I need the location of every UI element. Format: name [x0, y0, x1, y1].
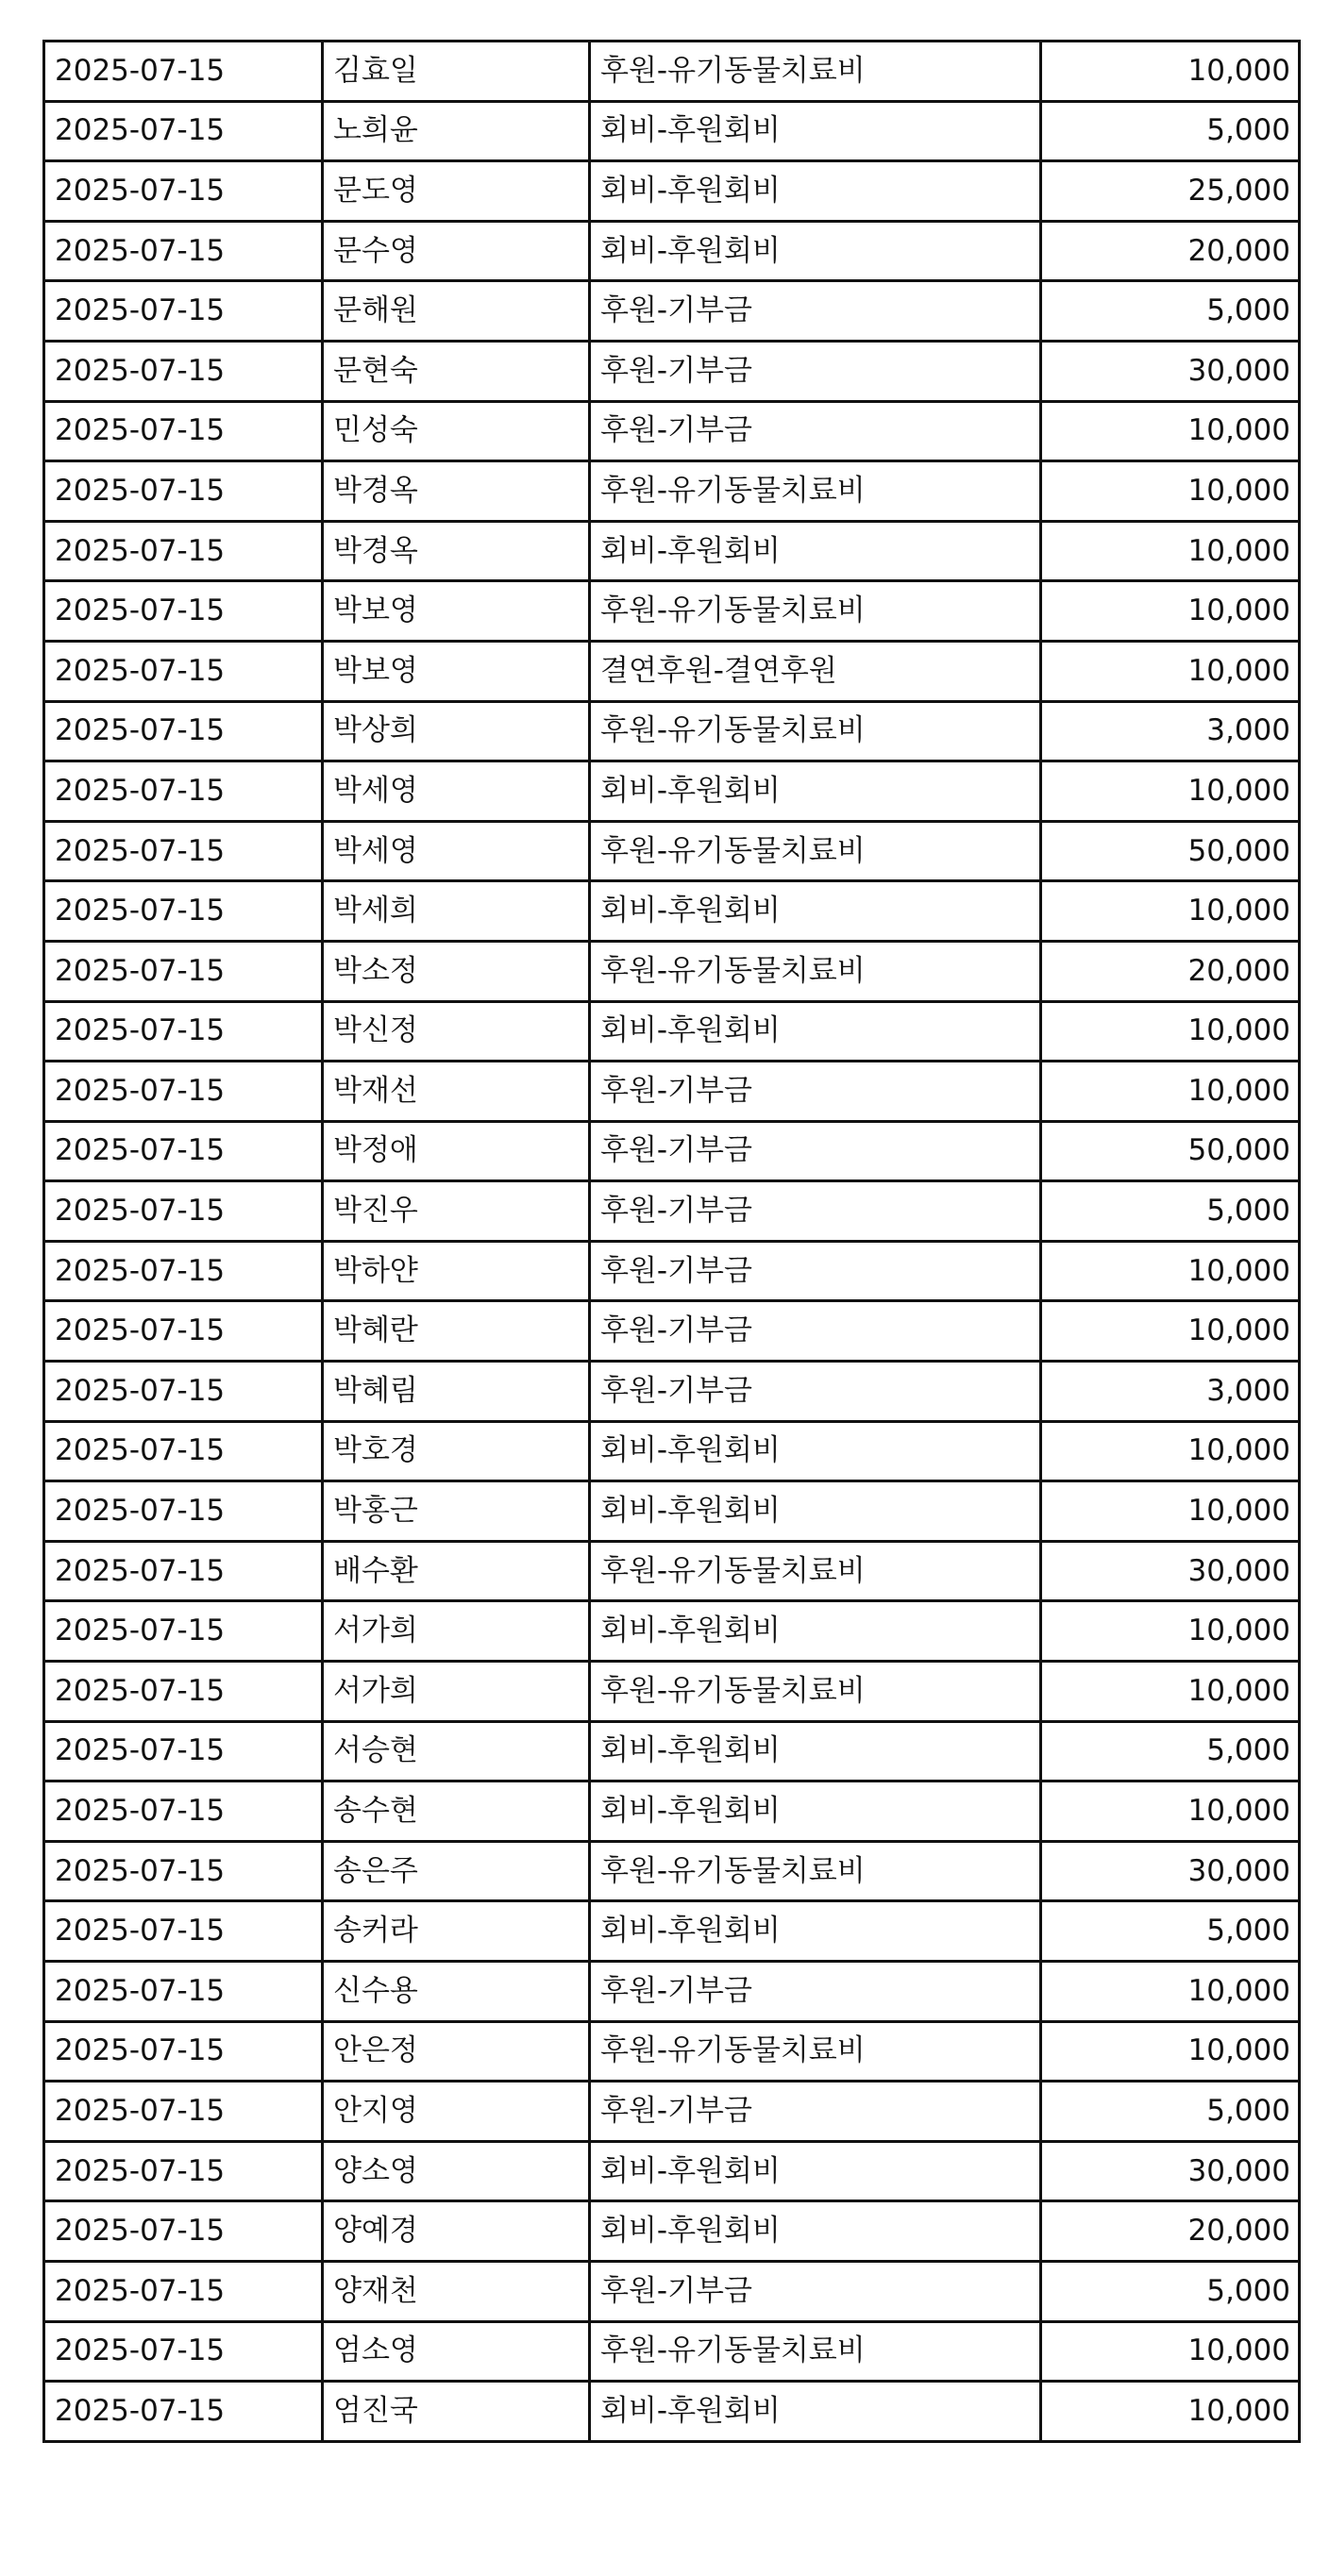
date-cell: 2025-07-15 [44, 821, 323, 881]
table-row [44, 2082, 1300, 2142]
table-row [44, 221, 1300, 281]
donor-name-cell: 박혜란 [323, 1301, 590, 1362]
category-cell: 후원-기부금 [590, 2082, 1041, 2142]
table-row [44, 2382, 1300, 2442]
category-cell: 후원-유기동물치료비 [590, 821, 1041, 881]
donor-name-cell: 박보영 [323, 641, 590, 701]
category-cell: 후원-유기동물치료비 [590, 701, 1041, 761]
donor-name-cell: 송은주 [323, 1841, 590, 1901]
donor-name-cell: 문해원 [323, 281, 590, 342]
table-row [44, 1362, 1300, 1422]
table-row [44, 1662, 1300, 1722]
donor-name-cell: 박진우 [323, 1181, 590, 1242]
donor-name-cell: 서승현 [323, 1721, 590, 1781]
date-cell: 2025-07-15 [44, 101, 323, 161]
donor-name-cell: 박하얀 [323, 1241, 590, 1301]
category-cell: 회비-후원회비 [590, 2141, 1041, 2201]
table-row [44, 1181, 1300, 1242]
category-cell: 후원-기부금 [590, 341, 1041, 401]
amount-cell: 5,000 [1041, 1721, 1300, 1781]
amount-cell: 10,000 [1041, 1241, 1300, 1301]
date-cell: 2025-07-15 [44, 1062, 323, 1122]
table-row [44, 161, 1300, 222]
category-cell: 후원-유기동물치료비 [590, 1841, 1041, 1901]
table-row [44, 1421, 1300, 1481]
category-cell: 회비-후원회비 [590, 881, 1041, 942]
table-row [44, 1901, 1300, 1962]
donor-name-cell: 박경옥 [323, 461, 590, 522]
amount-cell: 10,000 [1041, 1001, 1300, 1062]
category-cell: 결연후원-결연후원 [590, 641, 1041, 701]
date-cell: 2025-07-15 [44, 1121, 323, 1181]
date-cell: 2025-07-15 [44, 2261, 323, 2321]
amount-cell: 5,000 [1041, 1181, 1300, 1242]
category-cell: 후원-유기동물치료비 [590, 581, 1041, 642]
category-cell: 후원-기부금 [590, 1241, 1041, 1301]
table-row [44, 101, 1300, 161]
table-row [44, 401, 1300, 461]
date-cell: 2025-07-15 [44, 1781, 323, 1842]
date-cell: 2025-07-15 [44, 941, 323, 1001]
amount-cell: 10,000 [1041, 401, 1300, 461]
donor-name-cell: 박소정 [323, 941, 590, 1001]
category-cell: 후원-유기동물치료비 [590, 461, 1041, 522]
date-cell: 2025-07-15 [44, 161, 323, 222]
category-cell: 후원-유기동물치료비 [590, 1662, 1041, 1722]
category-cell: 회비-후원회비 [590, 761, 1041, 822]
table-row [44, 1062, 1300, 1122]
category-cell: 후원-기부금 [590, 1362, 1041, 1422]
donor-name-cell: 박혜림 [323, 1362, 590, 1422]
date-cell: 2025-07-15 [44, 461, 323, 522]
table-row [44, 1841, 1300, 1901]
table-row [44, 2141, 1300, 2201]
donor-name-cell: 엄진국 [323, 2382, 590, 2442]
table-row [44, 701, 1300, 761]
date-cell: 2025-07-15 [44, 1662, 323, 1722]
table-row [44, 521, 1300, 581]
table-row [44, 281, 1300, 342]
donor-name-cell: 박홍근 [323, 1481, 590, 1542]
table-row [44, 1781, 1300, 1842]
date-cell: 2025-07-15 [44, 1301, 323, 1362]
date-cell: 2025-07-15 [44, 1421, 323, 1481]
category-cell: 회비-후원회비 [590, 1421, 1041, 1481]
donor-name-cell: 박보영 [323, 581, 590, 642]
category-cell: 회비-후원회비 [590, 221, 1041, 281]
donor-name-cell: 김효일 [323, 42, 590, 102]
date-cell: 2025-07-15 [44, 341, 323, 401]
table-row [44, 1241, 1300, 1301]
table-row [44, 821, 1300, 881]
date-cell: 2025-07-15 [44, 521, 323, 581]
amount-cell: 10,000 [1041, 2021, 1300, 2082]
amount-cell: 20,000 [1041, 941, 1300, 1001]
amount-cell: 10,000 [1041, 1662, 1300, 1722]
date-cell: 2025-07-15 [44, 1181, 323, 1242]
donor-name-cell: 양예경 [323, 2201, 590, 2262]
amount-cell: 5,000 [1041, 281, 1300, 342]
amount-cell: 3,000 [1041, 701, 1300, 761]
amount-cell: 10,000 [1041, 1481, 1300, 1542]
donor-name-cell: 안은정 [323, 2021, 590, 2082]
donor-name-cell: 문현숙 [323, 341, 590, 401]
date-cell: 2025-07-15 [44, 701, 323, 761]
amount-cell: 5,000 [1041, 1901, 1300, 1962]
donor-name-cell: 양재천 [323, 2261, 590, 2321]
donor-name-cell: 박호경 [323, 1421, 590, 1481]
donor-name-cell: 송수현 [323, 1781, 590, 1842]
category-cell: 후원-기부금 [590, 1962, 1041, 2022]
amount-cell: 5,000 [1041, 101, 1300, 161]
donation-ledger-table [42, 40, 1301, 2443]
table-row [44, 1121, 1300, 1181]
amount-cell: 3,000 [1041, 1362, 1300, 1422]
table-row [44, 1541, 1300, 1601]
amount-cell: 50,000 [1041, 1121, 1300, 1181]
date-cell: 2025-07-15 [44, 1001, 323, 1062]
date-cell: 2025-07-15 [44, 1721, 323, 1781]
amount-cell: 10,000 [1041, 761, 1300, 822]
ledger-body [44, 42, 1300, 2442]
donor-name-cell: 양소영 [323, 2141, 590, 2201]
date-cell: 2025-07-15 [44, 2201, 323, 2262]
table-row [44, 2021, 1300, 2082]
donor-name-cell: 박세영 [323, 761, 590, 822]
date-cell: 2025-07-15 [44, 2321, 323, 2382]
category-cell: 회비-후원회비 [590, 1001, 1041, 1062]
table-row [44, 2321, 1300, 2382]
category-cell: 후원-유기동물치료비 [590, 2021, 1041, 2082]
amount-cell: 30,000 [1041, 1841, 1300, 1901]
date-cell: 2025-07-15 [44, 1962, 323, 2022]
category-cell: 후원-유기동물치료비 [590, 42, 1041, 102]
donor-name-cell: 박세희 [323, 881, 590, 942]
table-row [44, 42, 1300, 102]
category-cell: 후원-기부금 [590, 1062, 1041, 1122]
category-cell: 후원-기부금 [590, 1121, 1041, 1181]
date-cell: 2025-07-15 [44, 581, 323, 642]
donor-name-cell: 박세영 [323, 821, 590, 881]
table-row [44, 1481, 1300, 1542]
amount-cell: 10,000 [1041, 1062, 1300, 1122]
amount-cell: 10,000 [1041, 581, 1300, 642]
table-row [44, 2261, 1300, 2321]
category-cell: 후원-유기동물치료비 [590, 941, 1041, 1001]
donor-name-cell: 박신정 [323, 1001, 590, 1062]
date-cell: 2025-07-15 [44, 2082, 323, 2142]
date-cell: 2025-07-15 [44, 1601, 323, 1662]
amount-cell: 20,000 [1041, 221, 1300, 281]
amount-cell: 30,000 [1041, 1541, 1300, 1601]
category-cell: 후원-기부금 [590, 281, 1041, 342]
table-row [44, 2201, 1300, 2262]
amount-cell: 10,000 [1041, 2382, 1300, 2442]
category-cell: 회비-후원회비 [590, 2201, 1041, 2262]
table-row [44, 461, 1300, 522]
donor-name-cell: 민성숙 [323, 401, 590, 461]
donor-name-cell: 신수용 [323, 1962, 590, 2022]
date-cell: 2025-07-15 [44, 2141, 323, 2201]
category-cell: 후원-기부금 [590, 401, 1041, 461]
date-cell: 2025-07-15 [44, 761, 323, 822]
table-row [44, 1601, 1300, 1662]
date-cell: 2025-07-15 [44, 1481, 323, 1542]
table-row [44, 641, 1300, 701]
amount-cell: 10,000 [1041, 1301, 1300, 1362]
amount-cell: 25,000 [1041, 161, 1300, 222]
amount-cell: 10,000 [1041, 1781, 1300, 1842]
donor-name-cell: 서가희 [323, 1601, 590, 1662]
category-cell: 후원-유기동물치료비 [590, 1541, 1041, 1601]
date-cell: 2025-07-15 [44, 1841, 323, 1901]
category-cell: 후원-유기동물치료비 [590, 2321, 1041, 2382]
table-row [44, 1721, 1300, 1781]
date-cell: 2025-07-15 [44, 42, 323, 102]
category-cell: 회비-후원회비 [590, 1481, 1041, 1542]
date-cell: 2025-07-15 [44, 281, 323, 342]
category-cell: 후원-기부금 [590, 1301, 1041, 1362]
amount-cell: 10,000 [1041, 2321, 1300, 2382]
date-cell: 2025-07-15 [44, 1901, 323, 1962]
date-cell: 2025-07-15 [44, 1241, 323, 1301]
table-row [44, 881, 1300, 942]
donor-name-cell: 송커라 [323, 1901, 590, 1962]
donor-name-cell: 문수영 [323, 221, 590, 281]
category-cell: 회비-후원회비 [590, 521, 1041, 581]
date-cell: 2025-07-15 [44, 2021, 323, 2082]
table-row [44, 581, 1300, 642]
donor-name-cell: 박상희 [323, 701, 590, 761]
category-cell: 회비-후원회비 [590, 161, 1041, 222]
category-cell: 후원-기부금 [590, 2261, 1041, 2321]
category-cell: 회비-후원회비 [590, 1781, 1041, 1842]
donor-name-cell: 엄소영 [323, 2321, 590, 2382]
table-row [44, 761, 1300, 822]
category-cell: 회비-후원회비 [590, 1601, 1041, 1662]
amount-cell: 10,000 [1041, 1421, 1300, 1481]
amount-cell: 5,000 [1041, 2261, 1300, 2321]
donor-name-cell: 노희윤 [323, 101, 590, 161]
table-row [44, 341, 1300, 401]
date-cell: 2025-07-15 [44, 1541, 323, 1601]
date-cell: 2025-07-15 [44, 221, 323, 281]
amount-cell: 30,000 [1041, 2141, 1300, 2201]
donor-name-cell: 박정애 [323, 1121, 590, 1181]
table-row [44, 1962, 1300, 2022]
date-cell: 2025-07-15 [44, 401, 323, 461]
donor-name-cell: 박경옥 [323, 521, 590, 581]
donor-name-cell: 서가희 [323, 1662, 590, 1722]
table-row [44, 1001, 1300, 1062]
amount-cell: 10,000 [1041, 1601, 1300, 1662]
amount-cell: 5,000 [1041, 2082, 1300, 2142]
amount-cell: 10,000 [1041, 641, 1300, 701]
donor-name-cell: 문도영 [323, 161, 590, 222]
date-cell: 2025-07-15 [44, 641, 323, 701]
category-cell: 회비-후원회비 [590, 101, 1041, 161]
donor-name-cell: 배수환 [323, 1541, 590, 1601]
amount-cell: 10,000 [1041, 521, 1300, 581]
amount-cell: 10,000 [1041, 881, 1300, 942]
date-cell: 2025-07-15 [44, 881, 323, 942]
amount-cell: 30,000 [1041, 341, 1300, 401]
amount-cell: 10,000 [1041, 461, 1300, 522]
table-row [44, 941, 1300, 1001]
category-cell: 회비-후원회비 [590, 1721, 1041, 1781]
date-cell: 2025-07-15 [44, 2382, 323, 2442]
category-cell: 후원-기부금 [590, 1181, 1041, 1242]
table-row [44, 1301, 1300, 1362]
amount-cell: 50,000 [1041, 821, 1300, 881]
amount-cell: 10,000 [1041, 42, 1300, 102]
category-cell: 회비-후원회비 [590, 2382, 1041, 2442]
category-cell: 회비-후원회비 [590, 1901, 1041, 1962]
donor-name-cell: 안지영 [323, 2082, 590, 2142]
amount-cell: 20,000 [1041, 2201, 1300, 2262]
amount-cell: 10,000 [1041, 1962, 1300, 2022]
donor-name-cell: 박재선 [323, 1062, 590, 1122]
date-cell: 2025-07-15 [44, 1362, 323, 1422]
